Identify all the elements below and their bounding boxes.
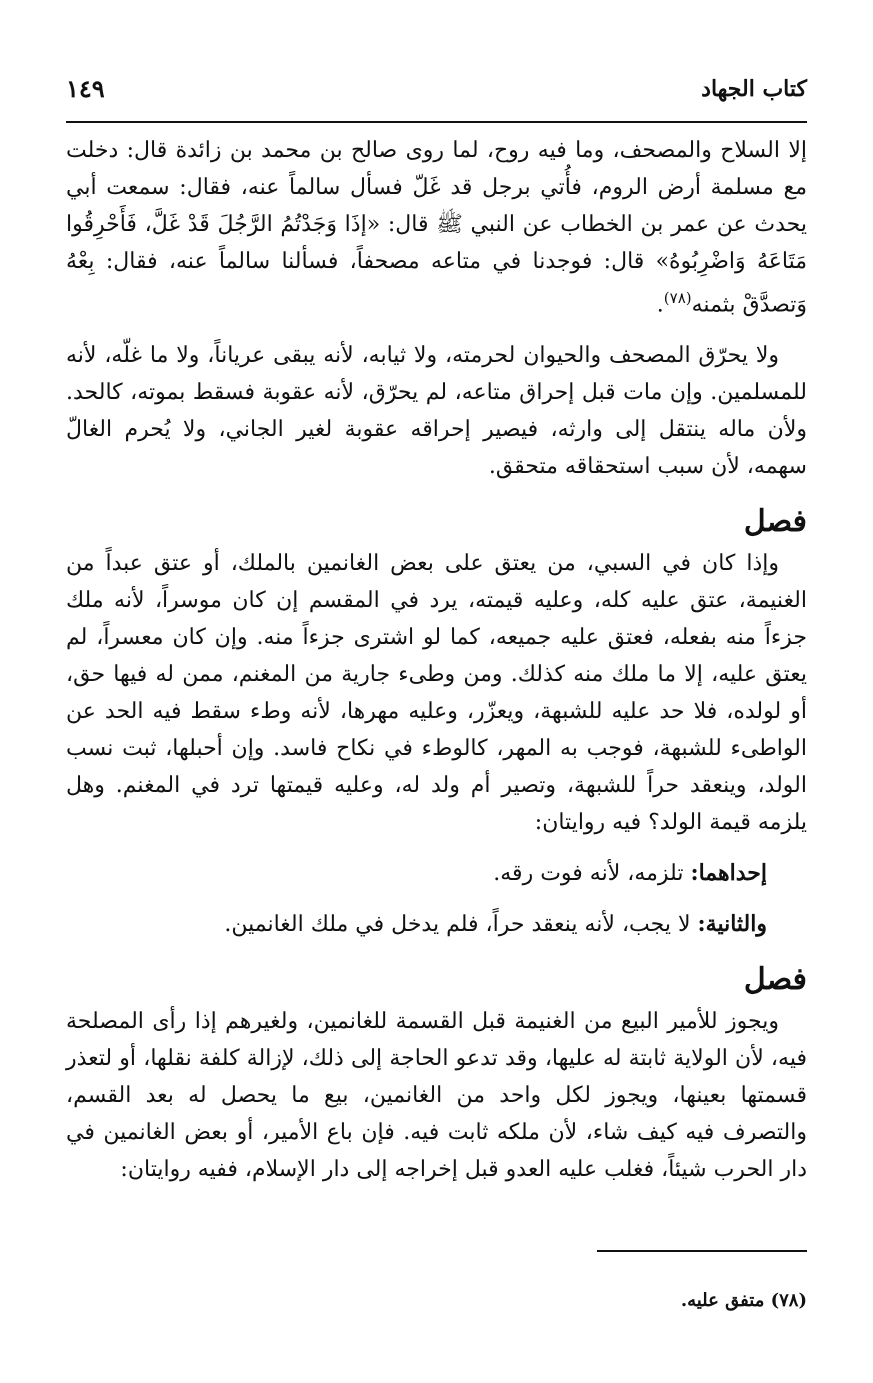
list-item-2 <box>66 906 807 943</box>
paragraph-2: ولا يحرّق المصحف والحيوان لحرمته، ولا ثيابه، لأنه يبقى عرياناً، ولا ما غلّه، لأنه للمسلمين. وإن مات قبل إحراق متاعه، لم يحرّق، لأنه عقوبة فسقط بموته، كالحد. ولأن ماله ينتقل إلى وارثه، فيصير إحراقه عقوبة لغير الجاني، ولا يُحرم الغالّ سهمه، لأن سبب استحقاقه متحقق. <box>66 343 807 480</box>
footnote-rule <box>597 1250 807 1252</box>
list-item-2-label: والثانية: <box>697 911 767 938</box>
page-number: ١٤٩ <box>66 74 105 103</box>
footnote: (٧٨) متفق عليه. <box>680 1290 807 1311</box>
list-item-2-text: لا يجب، لأنه ينعقد حراً، فلم يدخل في ملك الغانمين. <box>224 912 691 938</box>
list-item-1-text: تلزمه، لأنه فوت رقه. <box>493 861 684 887</box>
footnote-reference: (٧٨) <box>663 289 692 307</box>
paragraph-1-text: إلا السلاح والمصحف، وما فيه روح، لما روى صالح بن محمد بن زائدة قال: دخلت مع مسلمة أرض الروم، فأُتي برجل قد غَلّ فسأل سالماً عنه، فقال: سمعت أبي يحدث عن عمر بن الخطاب عن النبي ﷺ قال: «إذَا وَجَدْتُمُ الرَّجُلَ قَدْ غَلَّ، فَأَحْرِقُوا مَتَاعَهُ وَاضْرِبُوهُ» قال: فوجدنا في متاعه مصحفاً، فسألنا سالماً عنه، فقال: بِعْهُ وَتصدَّقْ بثمنه <box>66 138 807 318</box>
page-body <box>66 132 807 1202</box>
section-heading-2: فصل <box>743 962 807 998</box>
running-title: كتاب الجهاد <box>701 76 807 102</box>
list-item-1-label: إحداهما: <box>690 860 767 887</box>
paragraph-1 <box>66 132 807 323</box>
header-rule <box>66 121 807 123</box>
paragraph-4: ويجوز للأمير البيع من الغنيمة قبل القسمة للغانمين، ولغيرهم إذا رأى المصلحة فيه، لأن الولاية ثابتة له عليها، وقد تدعو الحاجة إلى ذلك، لإزالة كلفة نقلها، أو لتعذر قسمتها بعينها، ويجوز لكل واحد من الغانمين، بيع ما يحصل له بعد القسم، والتصرف فيه كيف شاء، لأن ملكه ثابت فيه. فإن باع الأمير، أو بعض الغانمين في دار الحرب شيئاً، فغلب عليه العدو قبل إخراجه إلى دار الإسلام، ففيه روايتان: <box>66 1009 807 1183</box>
page-header <box>66 70 807 106</box>
paragraph-3: وإذا كان في السبي، من يعتق على بعض الغانمين بالملك، أو عتق عبداً من الغنيمة، عتق عليه كله، وعليه قيمته، يرد في المقسم إن كان موسراً، لأنه ملك جزءاً منه بفعله، فعتق عليه جميعه، كما لو اشترى جزءاً منه. وإن كان معسراً، لم يعتق عليه، إلا ما ملك منه كذلك. ومن وطىء جارية من المغنم، ممن له فيها حق، أو لولده، فلا حد عليه للشبهة، ويعزّر، وعليه مهرها، لأنه وطء سقط فيه الحد عن الواطىء للشبهة، فوجب به المهر، كالوطء في نكاح فاسد. وإن أحبلها، ثبت نسب الولد، وينعقد حراً للشبهة، وتصير أم ولد له، وعليه قيمتها ترد في المغنم. وهل يلزمه قيمة الولد؟ فيه روايتان: <box>66 551 807 836</box>
paragraph-1-end: . <box>656 292 664 318</box>
section-heading-1: فصل <box>743 504 807 540</box>
list-item-1 <box>66 855 807 892</box>
